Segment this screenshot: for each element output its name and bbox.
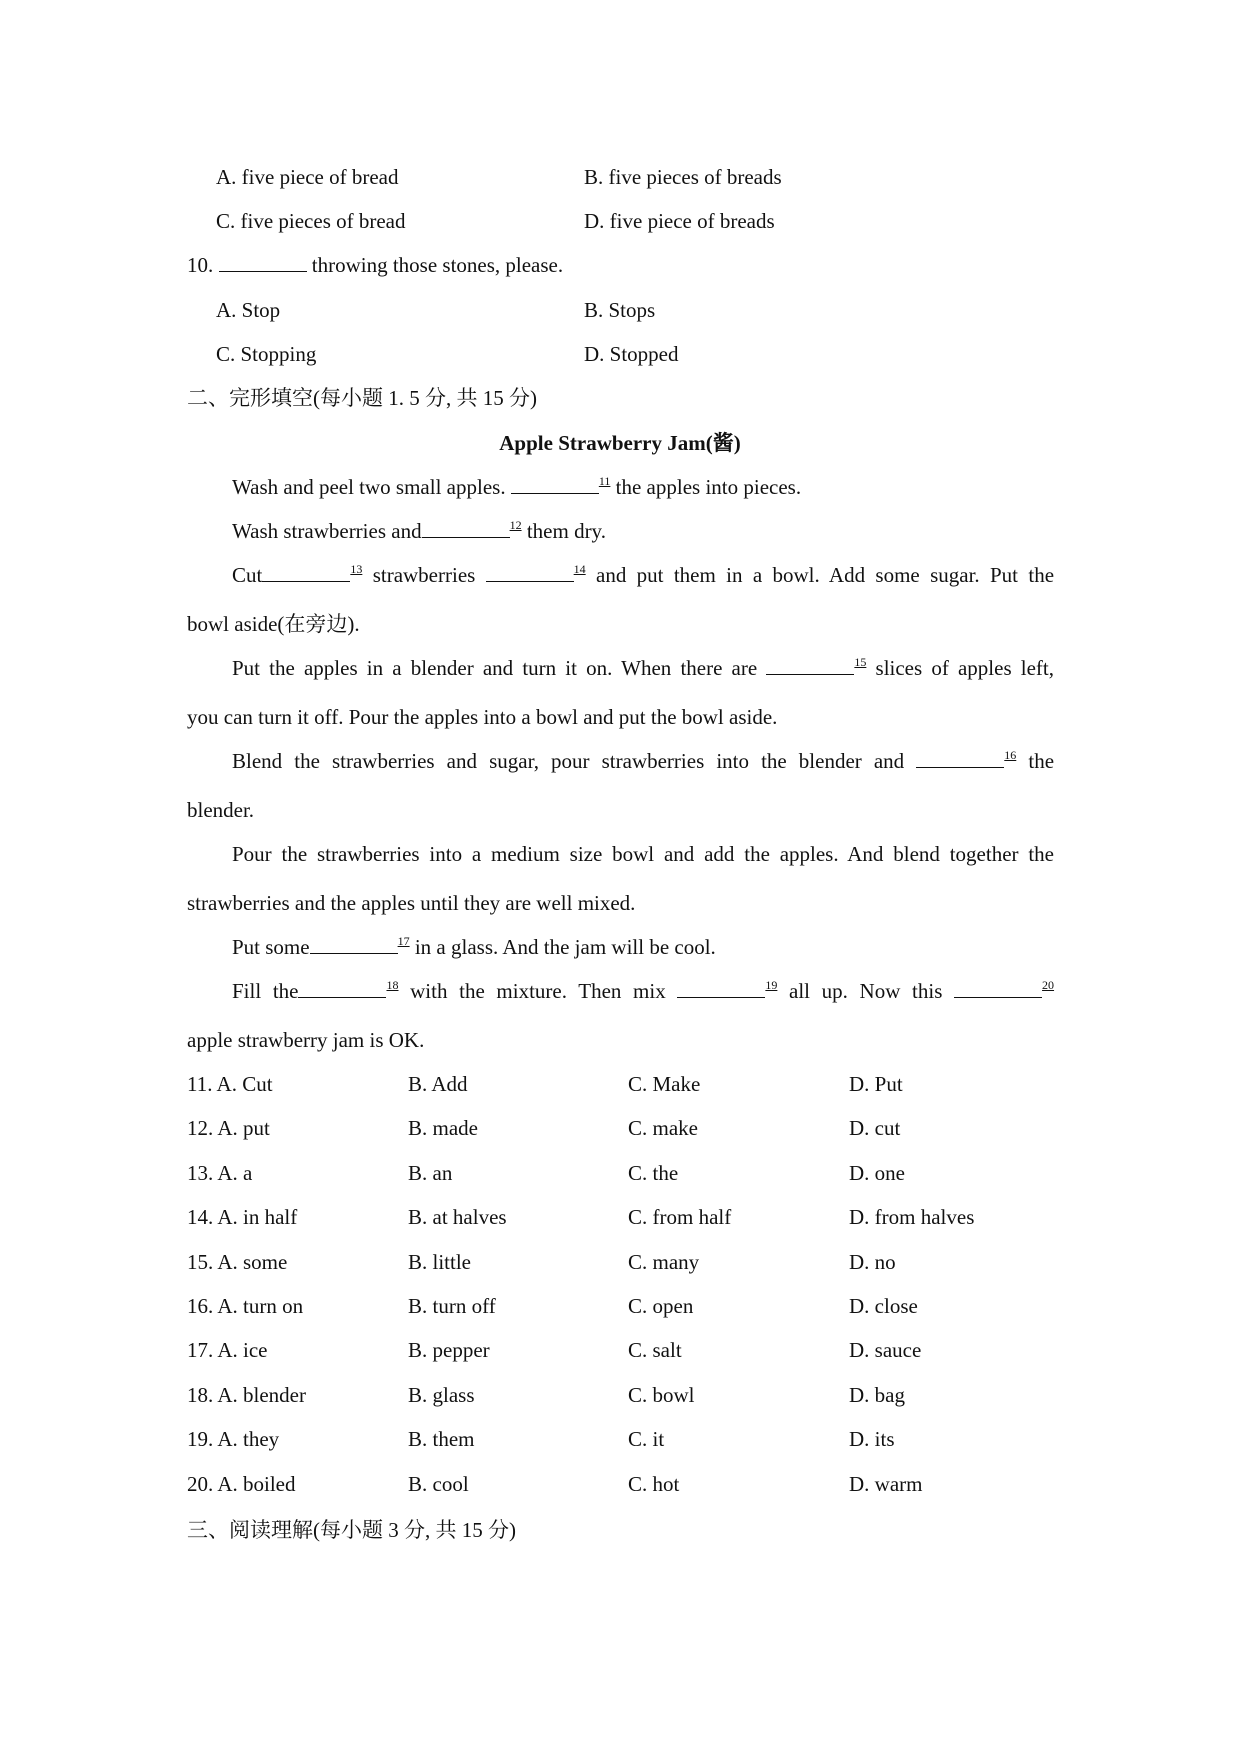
- cloze-option-c: C. hot: [628, 1472, 680, 1496]
- passage-line-6: Pour the strawberries into a medium size bowl and add the apples. And blend together the: [232, 842, 1054, 866]
- blank-number: 14: [573, 562, 586, 576]
- cloze-option-c: C. from half: [628, 1205, 732, 1229]
- cloze-option-c: C. the: [628, 1161, 679, 1185]
- cloze-option-b: B. pepper: [408, 1338, 490, 1362]
- passage-text: Fill the: [232, 979, 299, 1003]
- q10-text: throwing those stones, please.: [311, 253, 564, 277]
- cloze-option-a: 13. A. a: [187, 1161, 253, 1185]
- passage-line-3: [232, 562, 1054, 588]
- passage-text: in a glass. And the jam will be cool.: [414, 935, 716, 959]
- cloze-option-b: B. cool: [408, 1472, 469, 1496]
- blank-number: 18: [386, 978, 399, 992]
- passage-line-2: [232, 518, 606, 544]
- cloze-option-b: B. an: [408, 1161, 453, 1185]
- blank-number: 20: [1042, 978, 1055, 992]
- q9-option-a: A. five piece of bread: [216, 165, 399, 189]
- passage-text: the apples into pieces.: [615, 475, 802, 499]
- q10-option-d: D. Stopped: [584, 342, 679, 366]
- cloze-option-c: C. Make: [628, 1072, 701, 1096]
- cloze-option-c: C. open: [628, 1294, 694, 1318]
- blank-20: [954, 979, 1042, 998]
- cloze-option-c: C. salt: [628, 1338, 682, 1362]
- passage-line-4: [232, 655, 1054, 681]
- cloze-option-a: 20. A. boiled: [187, 1472, 296, 1496]
- blank-number: 17: [397, 934, 410, 948]
- blank-number: 16: [1004, 748, 1017, 762]
- cloze-option-d: D. sauce: [849, 1338, 922, 1362]
- section3-heading: 三、阅读理解(每小题 3 分, 共 15 分): [187, 1518, 516, 1542]
- blank-14: [486, 563, 574, 582]
- cloze-option-d: D. Put: [849, 1072, 903, 1096]
- section2-heading: 二、完形填空(每小题 1. 5 分, 共 15 分): [187, 386, 537, 410]
- cloze-option-c: C. make: [628, 1116, 698, 1140]
- passage-text: with the mixture. Then mix: [410, 979, 666, 1003]
- passage-text: slices of apples left,: [875, 656, 1055, 680]
- passage-line-5b: blender.: [187, 798, 255, 822]
- q9-option-c: C. five pieces of bread: [216, 209, 406, 233]
- cloze-option-d: D. warm: [849, 1472, 923, 1496]
- passage-line-8b: apple strawberry jam is OK.: [187, 1028, 425, 1052]
- cloze-option-a: 14. A. in half: [187, 1205, 298, 1229]
- cloze-option-a: 15. A. some: [187, 1250, 288, 1274]
- q10-option-a: A. Stop: [216, 298, 281, 322]
- passage-text: all up. Now this: [789, 979, 943, 1003]
- cloze-option-c: C. many: [628, 1250, 700, 1274]
- q9-option-d: D. five piece of breads: [584, 209, 775, 233]
- q9-option-b: B. five pieces of breads: [584, 165, 782, 189]
- passage-text: them dry.: [526, 519, 606, 543]
- cloze-option-a: 17. A. ice: [187, 1338, 268, 1362]
- blank-18: [298, 979, 386, 998]
- cloze-option-c: C. bowl: [628, 1383, 695, 1407]
- passage-title: Apple Strawberry Jam(酱): [499, 431, 741, 455]
- blank-number: 19: [765, 978, 778, 992]
- passage-text: the: [1028, 749, 1055, 773]
- q10-number: 10.: [187, 253, 214, 277]
- passage-line-7: [232, 934, 716, 960]
- cloze-option-b: B. glass: [408, 1383, 475, 1407]
- passage-line-4b: you can turn it off. Pour the apples into a bowl and put the bowl aside.: [187, 705, 778, 729]
- blank-13: [262, 563, 350, 582]
- cloze-option-b: B. at halves: [408, 1205, 507, 1229]
- cloze-option-d: D. bag: [849, 1383, 905, 1407]
- cloze-option-a: 19. A. they: [187, 1427, 280, 1451]
- passage-line-5: [232, 748, 1054, 774]
- blank-number: 11: [598, 474, 611, 488]
- passage-text: Put some: [232, 935, 310, 959]
- passage-text: Blend the strawberries and sugar, pour strawberries into the blender and: [232, 749, 905, 773]
- q10-stem: [187, 252, 563, 278]
- blank-11: [511, 475, 599, 494]
- cloze-option-d: D. cut: [849, 1116, 901, 1140]
- passage-text: Put the apples in a blender and turn it on. When there are: [232, 656, 758, 680]
- cloze-option-d: D. close: [849, 1294, 918, 1318]
- blank-12: [422, 519, 510, 538]
- passage-line-3b: bowl aside(在旁边).: [187, 612, 360, 636]
- blank-number: 13: [350, 562, 363, 576]
- cloze-option-a: 11. A. Cut: [187, 1072, 273, 1096]
- passage-line-8: [232, 978, 1054, 1004]
- cloze-option-b: B. turn off: [408, 1294, 496, 1318]
- cloze-option-a: 18. A. blender: [187, 1383, 306, 1407]
- cloze-option-b: B. them: [408, 1427, 475, 1451]
- cloze-option-d: D. from halves: [849, 1205, 975, 1229]
- cloze-option-b: B. made: [408, 1116, 478, 1140]
- cloze-option-b: B. little: [408, 1250, 471, 1274]
- blank-17: [310, 935, 398, 954]
- passage-text: and put them in a bowl. Add some sugar. Put the: [596, 563, 1055, 587]
- cloze-option-d: D. one: [849, 1161, 905, 1185]
- cloze-option-d: D. its: [849, 1427, 895, 1451]
- blank-number: 15: [854, 655, 867, 669]
- passage-text: strawberries: [372, 563, 476, 587]
- blank-number: 12: [509, 518, 522, 532]
- passage-text: Cut: [232, 563, 263, 587]
- cloze-option-a: 16. A. turn on: [187, 1294, 304, 1318]
- q10-blank: [219, 253, 307, 272]
- cloze-option-b: B. Add: [408, 1072, 468, 1096]
- cloze-option-d: D. no: [849, 1250, 896, 1274]
- blank-15: [766, 656, 854, 675]
- passage-line-6b: strawberries and the apples until they are well mixed.: [187, 891, 636, 915]
- passage-line-1: [232, 474, 801, 500]
- cloze-option-c: C. it: [628, 1427, 665, 1451]
- q10-option-c: C. Stopping: [216, 342, 317, 366]
- blank-19: [677, 979, 765, 998]
- passage-text: Wash strawberries and: [232, 519, 422, 543]
- cloze-option-a: 12. A. put: [187, 1116, 270, 1140]
- q10-option-b: B. Stops: [584, 298, 656, 322]
- passage-text: Wash and peel two small apples.: [232, 475, 506, 499]
- blank-16: [916, 749, 1004, 768]
